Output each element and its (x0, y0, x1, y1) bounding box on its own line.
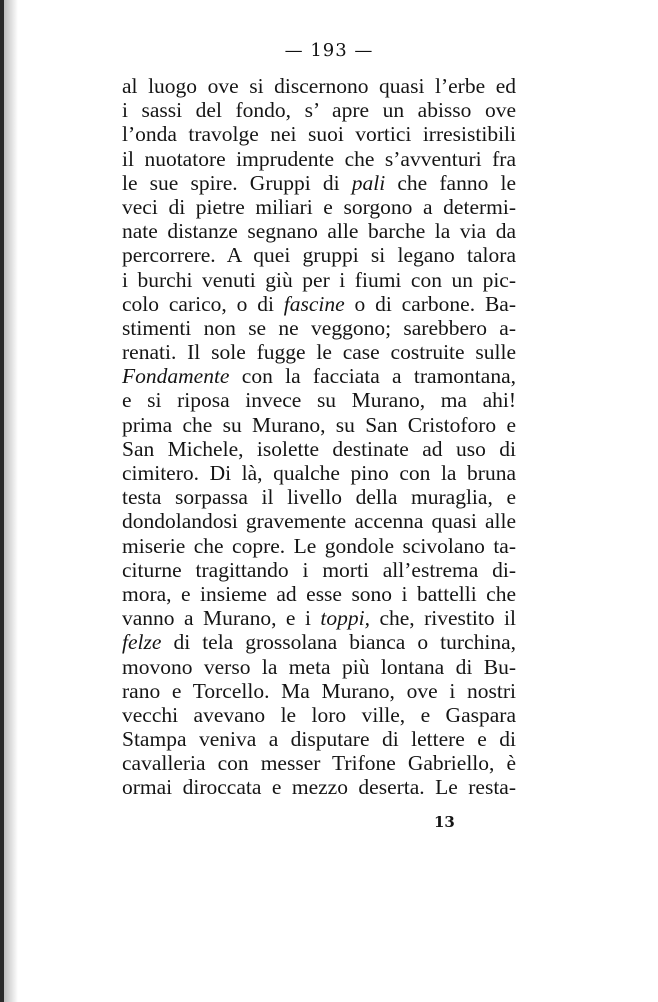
text-line (122, 195, 516, 219)
text-run: e si riposa invece su Murano, ma ahi! (122, 388, 516, 413)
text-run: dondolandosi gravemente accenna quasi alle (122, 509, 516, 534)
text-line (122, 534, 516, 558)
text-run: le sue spire. Gruppi di (122, 170, 352, 195)
text-run: al luogo ove si discernono quasi l’erbe ed (122, 74, 516, 98)
text-run: renati. Il sole fugge le case costruite sulle (122, 340, 516, 365)
body-text (122, 74, 516, 800)
text-line (122, 388, 516, 412)
text-line (122, 268, 516, 292)
text-line (122, 98, 516, 122)
signature-mark: 13 (434, 813, 455, 831)
text-line (122, 679, 516, 703)
italic-word: toppi, (320, 606, 370, 631)
text-line (122, 147, 516, 171)
text-line (122, 461, 516, 485)
text-line (122, 413, 516, 437)
text-run: cavalleria con messer Trifone Gabriello, è (122, 751, 516, 776)
text-line (122, 364, 516, 388)
text-run: San Michele, isolette destinate ad uso di (122, 436, 516, 461)
page-number-header: — 193 — (284, 40, 374, 61)
text-run: di tela grossolana bianca o turchina, (161, 630, 516, 655)
text-run: stimenti non se ne veggono; sarebbero a- (122, 315, 516, 340)
text-line (122, 316, 516, 340)
text-line (122, 775, 516, 799)
text-run: il nuotatore imprudente che s’avventuri fra (122, 146, 516, 171)
text-run: cimitero. Di là, qualche pino con la bruna (122, 461, 516, 485)
italic-word: fascine (283, 291, 345, 316)
text-run: che fanno le (385, 170, 516, 195)
text-line (122, 437, 516, 461)
text-run: l’onda travolge nei suoi vortici irresistibili (122, 122, 516, 147)
italic-word: Fondamente (122, 364, 230, 389)
text-line (122, 727, 516, 751)
text-run: vecchi avevano le loro ville, e Gaspara (122, 702, 516, 727)
text-run: nate distanze segnano alle barche la via da (122, 219, 516, 244)
text-run: colo carico, o di (122, 291, 284, 316)
text-line (122, 74, 516, 98)
text-run: i burchi venuti giù per i fiumi con un pic- (122, 267, 516, 292)
text-line (122, 606, 516, 630)
text-run: movono verso la meta più lontana di Bu- (122, 654, 516, 679)
italic-word: pali (351, 170, 386, 195)
italic-word: felze (122, 630, 162, 655)
text-line (122, 509, 516, 533)
text-run: vanno a Murano, e i (122, 606, 321, 631)
text-line (122, 751, 516, 775)
text-line (122, 340, 516, 364)
text-line (122, 122, 516, 146)
text-line (122, 485, 516, 509)
text-run: testa sorpassa il livello della muraglia, e (122, 485, 516, 510)
text-run: citurne tragittando i morti all’estrema di- (122, 557, 516, 582)
text-line (122, 219, 516, 243)
text-line (122, 655, 516, 679)
text-line (122, 171, 516, 195)
text-run: prima che su Murano, su San Cristoforo e (122, 412, 516, 437)
binding-shadow (4, 0, 18, 1002)
text-run: con la facciata a tramontana, (229, 364, 516, 389)
text-run: ormai diroccata e mezzo deserta. Le resta- (122, 775, 516, 800)
text-run: miserie che copre. Le gondole scivolano ta- (122, 533, 516, 558)
text-line (122, 292, 516, 316)
text-run: Stampa veniva a disputare di lettere e di (122, 727, 516, 752)
text-run: veci di pietre miliari e sorgono a determi- (122, 194, 516, 219)
text-line (122, 703, 516, 727)
text-run: i sassi del fondo, s’ apre un abisso ove (122, 98, 516, 123)
text-line (122, 243, 516, 267)
text-run: mora, e insieme ad esse sono i battelli che (122, 581, 516, 606)
text-run: percorrere. A quei gruppi si legano talora (122, 243, 516, 268)
text-run: o di carbone. Ba- (344, 291, 516, 316)
text-run: rano e Torcello. Ma Murano, ove i nostri (122, 678, 516, 703)
text-line (122, 582, 516, 606)
text-run: che, rivestito il (369, 606, 516, 631)
text-line (122, 558, 516, 582)
text-line (122, 630, 516, 654)
